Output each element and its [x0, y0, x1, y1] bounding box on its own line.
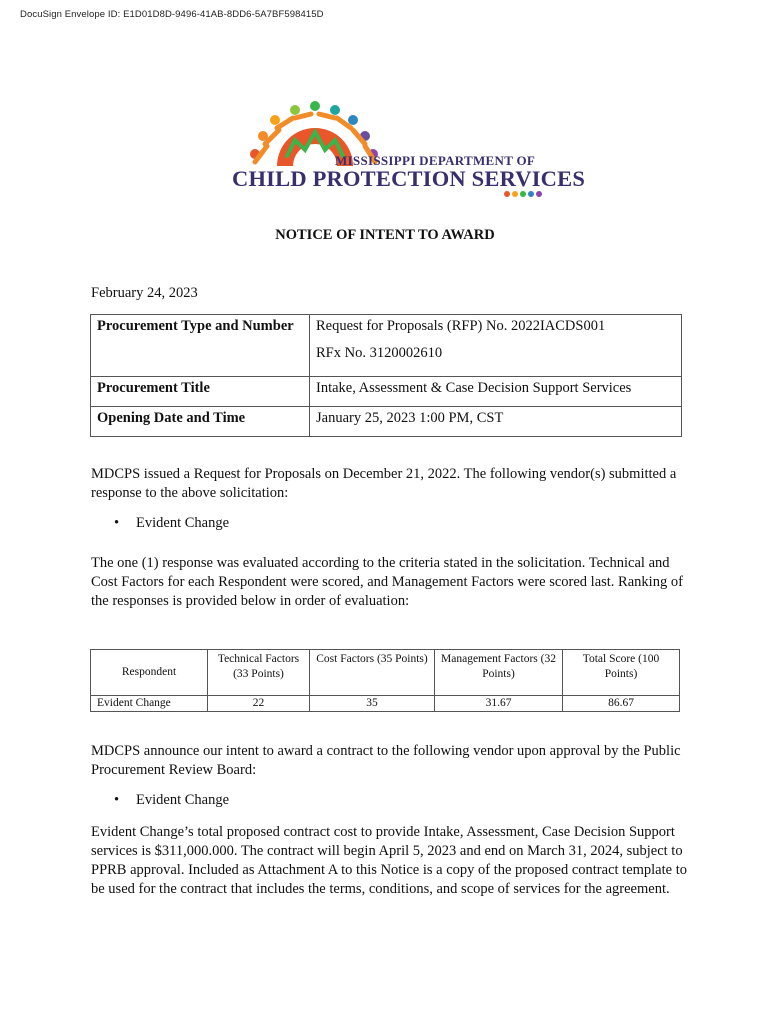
document-title: NOTICE OF INTENT TO AWARD	[275, 227, 495, 243]
column-header: Respondent	[91, 650, 208, 696]
paragraph-evaluation: The one (1) response was evaluated according to the criteria stated in the solicitation. Technical and Cost Factors for each Respondent were scored, and Management Factors were scored last. Ranking of the responses is provided below in order of evaluation:	[91, 555, 683, 609]
table-row	[91, 377, 682, 407]
vendor-name: Evident Change	[136, 792, 230, 808]
procurement-title-value: Intake, Assessment & Case Decision Support Services	[310, 377, 682, 407]
rfx-number: RFx No. 3120002610	[316, 345, 443, 361]
table-row	[91, 407, 682, 437]
bullet-icon: •	[114, 792, 120, 808]
column-header: Technical Factors (33 Points)	[208, 650, 310, 696]
logo-text-line1: MISSISSIPPI DEPARTMENT OF	[335, 153, 536, 168]
table-header-row	[91, 650, 680, 696]
opening-date-label: Opening Date and Time	[91, 407, 310, 437]
opening-date-value: January 25, 2023 1:00 PM, CST	[310, 407, 682, 437]
column-header: Cost Factors (35 Points)	[310, 650, 435, 696]
rfp-number: Request for Proposals (RFP) No. 2022IACDS001	[316, 318, 606, 334]
column-header: Management Factors (32 Points)	[435, 650, 563, 696]
vendor-name: Evident Change	[136, 515, 230, 531]
table-cell: Evident Change	[91, 696, 208, 712]
scores-table	[90, 649, 680, 712]
table-cell: 22	[208, 696, 310, 712]
table-row	[91, 696, 680, 712]
envelope-id: DocuSign Envelope ID: E1D01D8D-9496-41AB-8DD6-5A7BF598415D	[20, 9, 324, 20]
list-item	[114, 515, 229, 532]
column-header: Total Score (100 Points)	[563, 650, 680, 696]
table-row	[91, 315, 682, 377]
procurement-title-label: Procurement Title	[91, 377, 310, 407]
table-cell: 86.67	[563, 696, 680, 712]
table-cell: 31.67	[435, 696, 563, 712]
list-item	[114, 792, 229, 809]
bullet-icon: •	[114, 515, 120, 531]
paragraph-intent: MDCPS announce our intent to award a contract to the following vendor upon approval by the Public Procurement Review Board:	[91, 743, 681, 778]
table-cell: 35	[310, 696, 435, 712]
procurement-type-label: Procurement Type and Number	[91, 315, 310, 377]
logo-text-line2: CHILD PROTECTION SERVICES	[232, 166, 586, 191]
notice-date: February 24, 2023	[91, 285, 198, 301]
procurement-type-value	[310, 315, 682, 377]
paragraph-solicitation: MDCPS issued a Request for Proposals on December 21, 2022. The following vendor(s) submitted a response to the above solicitation:	[91, 466, 677, 501]
paragraph-contract-details: Evident Change’s total proposed contract cost to provide Intake, Assessment, Case Decision Support services is $311,000.000. The contract will begin April 5, 2023 and end on March 31, 2024, subject to PPRB approval. Included as Attachment A to this Notice is a copy of the proposed contract template to be used for the contract that includes the terms, conditions, and scope of services for the agreement.	[91, 824, 687, 897]
procurement-info-table	[90, 314, 682, 437]
